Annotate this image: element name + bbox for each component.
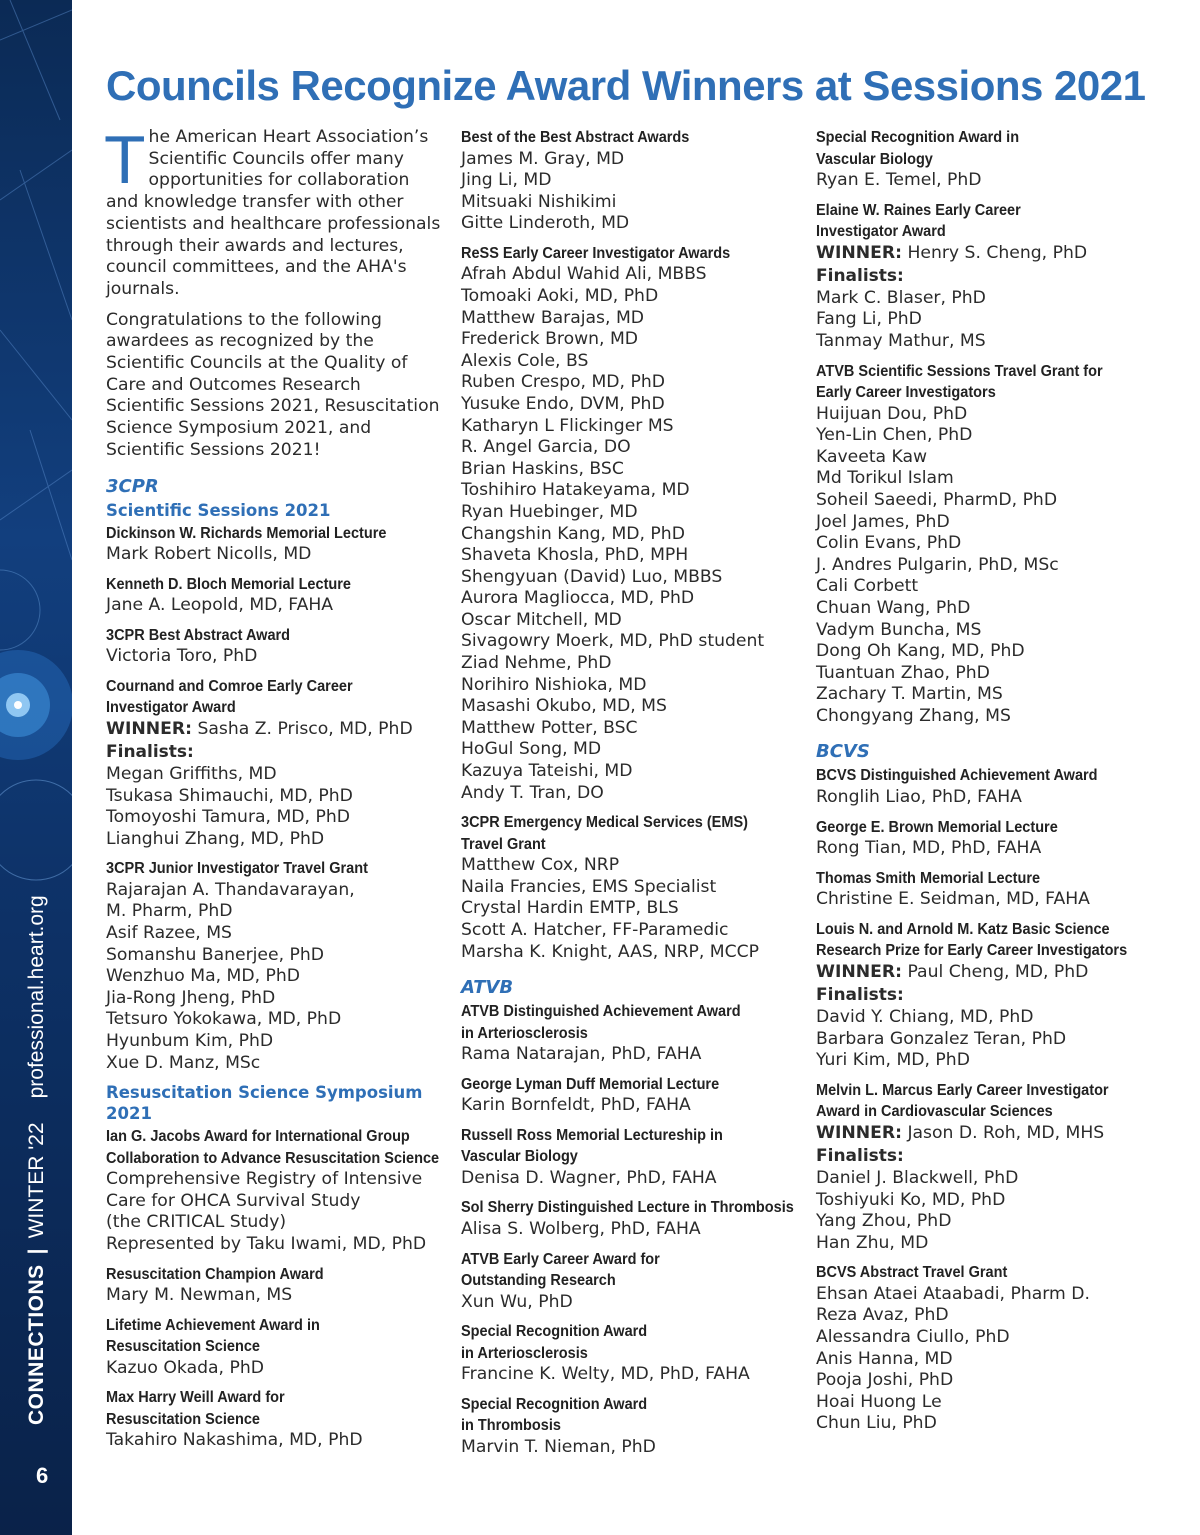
recipient-name: Daniel J. Blackwell, PhD [816, 1167, 1019, 1188]
award-title: Outstanding Research [461, 1272, 616, 1290]
finalists-label: Finalists: [816, 1146, 904, 1167]
recipient-name: Jia-Rong Jheng, PhD [106, 987, 276, 1008]
winner-label: WINNER: [816, 1122, 902, 1143]
award-title: Resuscitation Science [106, 1338, 260, 1356]
recipient-name: (the CRITICAL Study) [106, 1212, 287, 1233]
recipient-name: Tanmay Mathur, MS [816, 330, 986, 351]
award-title: Ian G. Jacobs Award for International Group [106, 1128, 410, 1146]
recipient-name: Soheil Saeedi, PharmD, PhD [816, 489, 1058, 510]
recipient-name: Chun Liu, PhD [816, 1413, 937, 1434]
recipient-name: James M. Gray, MD [461, 148, 625, 169]
finalists-label: Finalists: [816, 985, 904, 1006]
recipient-name: Rong Tian, MD, PhD, FAHA [816, 838, 1042, 859]
award-title: Resuscitation Champion Award [106, 1265, 324, 1283]
award-entry [106, 1264, 441, 1307]
award-entry [816, 127, 1161, 192]
award-entry [461, 1125, 806, 1190]
recipient-name: Ronglih Liao, PhD, FAHA [816, 786, 1022, 807]
recipient-name: Chuan Wang, PhD [816, 597, 971, 618]
recipient-name: Lianghui Zhang, MD, PhD [106, 828, 325, 849]
recipient-name: Crystal Hardin EMTP, BLS [461, 898, 679, 919]
award-entry [106, 1315, 441, 1380]
award-entry [106, 574, 441, 617]
winner-line [816, 962, 1161, 984]
award-title: Resuscitation Science [106, 1410, 260, 1428]
award-title: in Thrombosis [461, 1417, 561, 1435]
award-entry [461, 1197, 806, 1240]
column-3 [816, 127, 1161, 1443]
recipient-name: Alessandra Ciullo, PhD [816, 1326, 1010, 1347]
award-title: ReSS Early Career Investigator Awards [461, 244, 731, 262]
recipient-name: Cali Corbett [816, 576, 919, 597]
recipient-name: Represented by Taku Iwami, MD, PhD [106, 1234, 427, 1255]
recipient-name: Gitte Linderoth, MD [461, 213, 630, 234]
recipient-name: Oscar Mitchell, MD [461, 609, 622, 630]
recipient-name: Alexis Cole, BS [461, 350, 589, 371]
recipient-name: Matthew Barajas, MD [461, 307, 645, 328]
recipient-name: Tuantuan Zhao, PhD [816, 662, 990, 683]
award-entry [461, 127, 806, 235]
recipient-name: Mark C. Blaser, PhD [816, 287, 986, 308]
award-entry [461, 1249, 806, 1314]
award-entry [816, 1262, 1161, 1435]
recipient-name: Victoria Toro, PhD [106, 646, 258, 667]
recipient-name: Colin Evans, PhD [816, 533, 962, 554]
recipient-name: Aurora Magliocca, MD, PhD [461, 588, 695, 609]
council-heading: 3CPR [106, 475, 159, 497]
award-entry [816, 868, 1161, 911]
winner-name: Jason D. Roh, MD, MHS [907, 1122, 1105, 1143]
award-title: Award in Cardiovascular Sciences [816, 1103, 1053, 1121]
award-entry [106, 625, 441, 668]
recipient-name: Norihiro Nishioka, MD [461, 674, 647, 695]
award-title: Kenneth D. Bloch Memorial Lecture [106, 575, 351, 593]
recipient-name: Yang Zhou, PhD [816, 1211, 952, 1232]
award-entry [816, 817, 1161, 860]
event-heading: Scientific Sessions 2021 [106, 500, 331, 520]
award-title: George Lyman Duff Memorial Lecture [461, 1075, 720, 1093]
award-entry [106, 1126, 441, 1255]
recipient-name: Anis Hanna, MD [816, 1348, 953, 1369]
recipient-name: Matthew Potter, BSC [461, 717, 638, 738]
award-entry [461, 1074, 806, 1117]
recipient-name: Tomoaki Aoki, MD, PhD [461, 285, 659, 306]
award-entry [461, 243, 806, 804]
award-title: Research Prize for Early Career Investigators [816, 942, 1128, 960]
recipient-name: R. Angel Garcia, DO [461, 437, 631, 458]
side-band [0, 0, 72, 1535]
award-title: Collaboration to Advance Resuscitation Science [106, 1149, 440, 1167]
recipient-name: Xun Wu, PhD [461, 1291, 573, 1312]
award-title: Special Recognition Award in [816, 129, 1020, 146]
intro-paragraph-1 [104, 122, 441, 301]
winner-line [816, 1123, 1161, 1145]
recipient-name: Francine K. Welty, MD, PhD, FAHA [461, 1364, 750, 1385]
finalists-label: Finalists: [106, 742, 194, 763]
award-title: BCVS Abstract Travel Grant [816, 1264, 1008, 1282]
recipient-name: Hyunbum Kim, PhD [106, 1031, 274, 1052]
winner-name: Paul Cheng, MD, PhD [907, 961, 1089, 982]
winner-label: WINNER: [106, 718, 192, 739]
award-title: Investigator Award [106, 699, 236, 717]
award-entry [816, 1080, 1161, 1255]
brand-name: CONNECTIONS [25, 1264, 48, 1425]
recipient-name: Naila Francies, EMS Specialist [461, 876, 717, 897]
recipient-name: Ziad Nehme, PhD [461, 653, 612, 674]
recipient-name: Sivagowry Moerk, MD, PhD student [461, 631, 765, 652]
recipient-name: Rajarajan A. Thandavarayan, [106, 879, 355, 900]
council-heading: BCVS [816, 741, 870, 763]
recipient-name: Karin Bornfeldt, PhD, FAHA [461, 1095, 691, 1116]
recipient-name: Comprehensive Registry of Intensive [106, 1169, 423, 1190]
recipient-name: Chongyang Zhang, MS [816, 705, 1011, 726]
recipient-name: Matthew Cox, NRP [461, 855, 620, 876]
recipient-name: Reza Avaz, PhD [816, 1305, 949, 1326]
council-heading: ATVB [461, 977, 514, 999]
recipient-name: Toshihiro Hatakeyama, MD [461, 480, 690, 501]
award-title: BCVS Distinguished Achievement Award [816, 767, 1098, 785]
award-title: Melvin L. Marcus Early Career Investigator [816, 1081, 1109, 1099]
award-title: Best of the Best Abstract Awards [461, 129, 690, 146]
drop-cap: T [104, 122, 146, 198]
recipient-name: Changshin Kang, MD, PhD [461, 523, 685, 544]
recipient-name: Fang Li, PhD [816, 309, 922, 330]
recipient-name: Masashi Okubo, MD, MS [461, 696, 667, 717]
winner-name: Henry S. Cheng, PhD [907, 242, 1088, 263]
recipient-name: Jane A. Leopold, MD, FAHA [106, 595, 334, 616]
recipient-name: Brian Haskins, BSC [461, 458, 624, 479]
recipient-name: Pooja Joshi, PhD [816, 1370, 954, 1391]
award-entry [816, 200, 1161, 353]
page-number: 6 [36, 1463, 49, 1488]
recipient-name: Joel James, PhD [816, 511, 950, 532]
recipient-name: Toshiyuki Ko, MD, PhD [816, 1189, 1006, 1210]
award-title: Dickinson W. Richards Memorial Lecture [106, 524, 387, 542]
recipient-name: Frederick Brown, MD [461, 329, 639, 350]
recipient-name: Barbara Gonzalez Teran, PhD [816, 1028, 1067, 1049]
award-title: Vascular Biology [816, 150, 933, 168]
award-title: Russell Ross Memorial Lectureship in [461, 1126, 723, 1144]
recipient-name: Vadym Buncha, MS [816, 619, 982, 640]
recipient-name: Andy T. Tran, DO [461, 782, 604, 803]
separator: | [25, 1248, 48, 1255]
award-title: Thomas Smith Memorial Lecture [816, 869, 1041, 887]
winner-label: WINNER: [816, 961, 902, 982]
column-1-content [106, 476, 441, 1452]
recipient-name: Ryan E. Temel, PhD [816, 170, 982, 190]
winner-line [106, 719, 441, 741]
recipient-name: Kazuo Okada, PhD [106, 1357, 264, 1378]
award-entry [106, 676, 441, 851]
recipient-name: Kaveeta Kaw [816, 446, 928, 467]
award-title: Max Harry Weill Award for [106, 1389, 285, 1407]
recipient-name: Megan Griffiths, MD [106, 764, 277, 785]
award-title: Elaine W. Raines Early Career [816, 201, 1021, 219]
recipient-name: Takahiro Nakashima, MD, PhD [106, 1430, 363, 1451]
recipient-name: Shaveta Khosla, PhD, MPH [461, 545, 689, 566]
award-entry [816, 361, 1161, 728]
award-entry [461, 1321, 806, 1386]
column-1 [104, 122, 441, 1460]
award-entry [106, 858, 441, 1074]
page-title: Councils Recognize Award Winners at Sessions 2021 [106, 62, 1146, 109]
recipient-name: Jing Li, MD [461, 170, 552, 191]
award-title: Lifetime Achievement Award in [106, 1316, 320, 1334]
issue-label: WINTER '22 [25, 1122, 48, 1239]
column-2 [461, 127, 806, 1466]
recipient-name: Christine E. Seidman, MD, FAHA [816, 889, 1090, 910]
recipient-name: Alisa S. Wolberg, PhD, FAHA [461, 1218, 701, 1239]
recipient-name: Md Torikul Islam [816, 468, 954, 489]
recipient-name: Scott A. Hatcher, FF-Paramedic [461, 920, 729, 940]
recipient-name: Marvin T. Nieman, PhD [461, 1436, 656, 1457]
recipient-name: Marsha K. Knight, AAS, NRP, MCCP [461, 941, 759, 962]
award-title: Sol Sherry Distinguished Lecture in Thrombosis [461, 1199, 794, 1217]
winner-line [816, 243, 1161, 265]
award-entry [461, 1001, 806, 1066]
recipient-name: Tsukasa Shimauchi, MD, PhD [106, 785, 353, 806]
recipient-name: Yuri Kim, MD, PhD [816, 1050, 970, 1071]
award-entry [106, 1387, 441, 1452]
recipient-name: Rama Natarajan, PhD, FAHA [461, 1044, 702, 1065]
recipient-name: Ryan Huebinger, MD [461, 501, 638, 522]
winner-name: Sasha Z. Prisco, MD, PhD [197, 718, 413, 739]
event-heading: Resuscitation Science Symposium 2021 [106, 1083, 423, 1124]
finalists-label: Finalists: [816, 266, 904, 287]
award-title: Early Career Investigators [816, 384, 996, 402]
recipient-name: Asif Razee, MS [106, 923, 232, 944]
recipient-name: J. Andres Pulgarin, PhD, MSc [816, 554, 1059, 575]
award-title: 3CPR Junior Investigator Travel Grant [106, 860, 368, 878]
award-title: George E. Brown Memorial Lecture [816, 818, 1058, 836]
recipient-name: Tetsuro Yokokawa, MD, PhD [106, 1009, 342, 1030]
recipient-name: Ehsan Ataei Ataabadi, Pharm D. [816, 1283, 1090, 1304]
award-title: ATVB Scientific Sessions Travel Grant for [816, 362, 1103, 380]
recipient-name: Ruben Crespo, MD, PhD [461, 372, 665, 393]
intro-paragraph-2: Congratulations to the following awardees as recognized by the Scientific Councils at the Quality of Care and Outcomes Research Scientific Sessions 2021, Resuscitation Science Symposium 2021, and Scientific Sessions 2021! [106, 309, 440, 460]
award-title: ATVB Distinguished Achievement Award [461, 1003, 741, 1021]
recipient-name: Denisa D. Wagner, PhD, FAHA [461, 1167, 717, 1188]
award-title: in Arteriosclerosis [461, 1024, 588, 1042]
recipient-name: Yusuke Endo, DVM, PhD [461, 393, 665, 414]
recipient-name: Zachary T. Martin, MS [816, 684, 1003, 705]
recipient-name: Mitsuaki Nishikimi [461, 191, 617, 212]
recipient-name: Tomoyoshi Tamura, MD, PhD [106, 807, 350, 828]
award-title: Travel Grant [461, 835, 546, 853]
winner-label: WINNER: [816, 242, 902, 263]
recipient-name: M. Pharm, PhD [106, 901, 233, 922]
award-title: Vascular Biology [461, 1148, 578, 1166]
website-link[interactable]: professional.heart.org [25, 895, 48, 1099]
recipient-name: Kazuya Tateishi, MD [461, 761, 633, 782]
award-title: Special Recognition Award [461, 1323, 648, 1341]
recipient-name: HoGul Song, MD [461, 739, 602, 760]
award-entry [106, 523, 441, 566]
recipient-name: Dong Oh Kang, MD, PhD [816, 641, 1025, 662]
award-title: in Arteriosclerosis [461, 1344, 588, 1362]
recipient-name: Yen-Lin Chen, PhD [816, 425, 973, 446]
award-title: Special Recognition Award [461, 1395, 648, 1413]
award-title: ATVB Early Career Award for [461, 1250, 660, 1268]
recipient-name: Huijuan Dou, PhD [816, 403, 968, 424]
recipient-name: Katharyn L Flickinger MS [461, 415, 674, 436]
recipient-name: Mark Robert Nicolls, MD [106, 544, 312, 565]
award-title: 3CPR Emergency Medical Services (EMS) [461, 814, 748, 832]
recipient-name: Shengyuan (David) Luo, MBBS [461, 566, 723, 587]
award-title: Cournand and Comroe Early Career [106, 677, 353, 695]
award-entry [816, 919, 1161, 1072]
recipient-name: David Y. Chiang, MD, PhD [816, 1006, 1034, 1027]
award-entry [816, 765, 1161, 808]
recipient-name: Mary M. Newman, MS [106, 1285, 293, 1306]
recipient-name: Care for OHCA Survival Study [106, 1190, 361, 1211]
recipient-name: Somanshu Banerjee, PhD [106, 944, 324, 965]
recipient-name: Wenzhuo Ma, MD, PhD [106, 966, 301, 987]
intro-text-1: he American Heart Association’s Scientific Councils offer many opportunities for collaboration and knowledge transfer with other scientists and healthcare professionals through their awards and lectures, council committees, and the AHA's journals. [106, 127, 441, 299]
award-title: Louis N. and Arnold M. Katz Basic Science [816, 920, 1110, 938]
recipient-name: Han Zhu, MD [816, 1232, 929, 1253]
award-title: Investigator Award [816, 223, 946, 241]
award-entry [461, 1394, 806, 1459]
recipient-name: Xue D. Manz, MSc [106, 1052, 261, 1073]
recipient-name: Afrah Abdul Wahid Ali, MBBS [461, 264, 707, 285]
award-title: 3CPR Best Abstract Award [106, 626, 291, 644]
recipient-name: Hoai Huong Le [816, 1391, 942, 1412]
award-entry [461, 812, 806, 963]
